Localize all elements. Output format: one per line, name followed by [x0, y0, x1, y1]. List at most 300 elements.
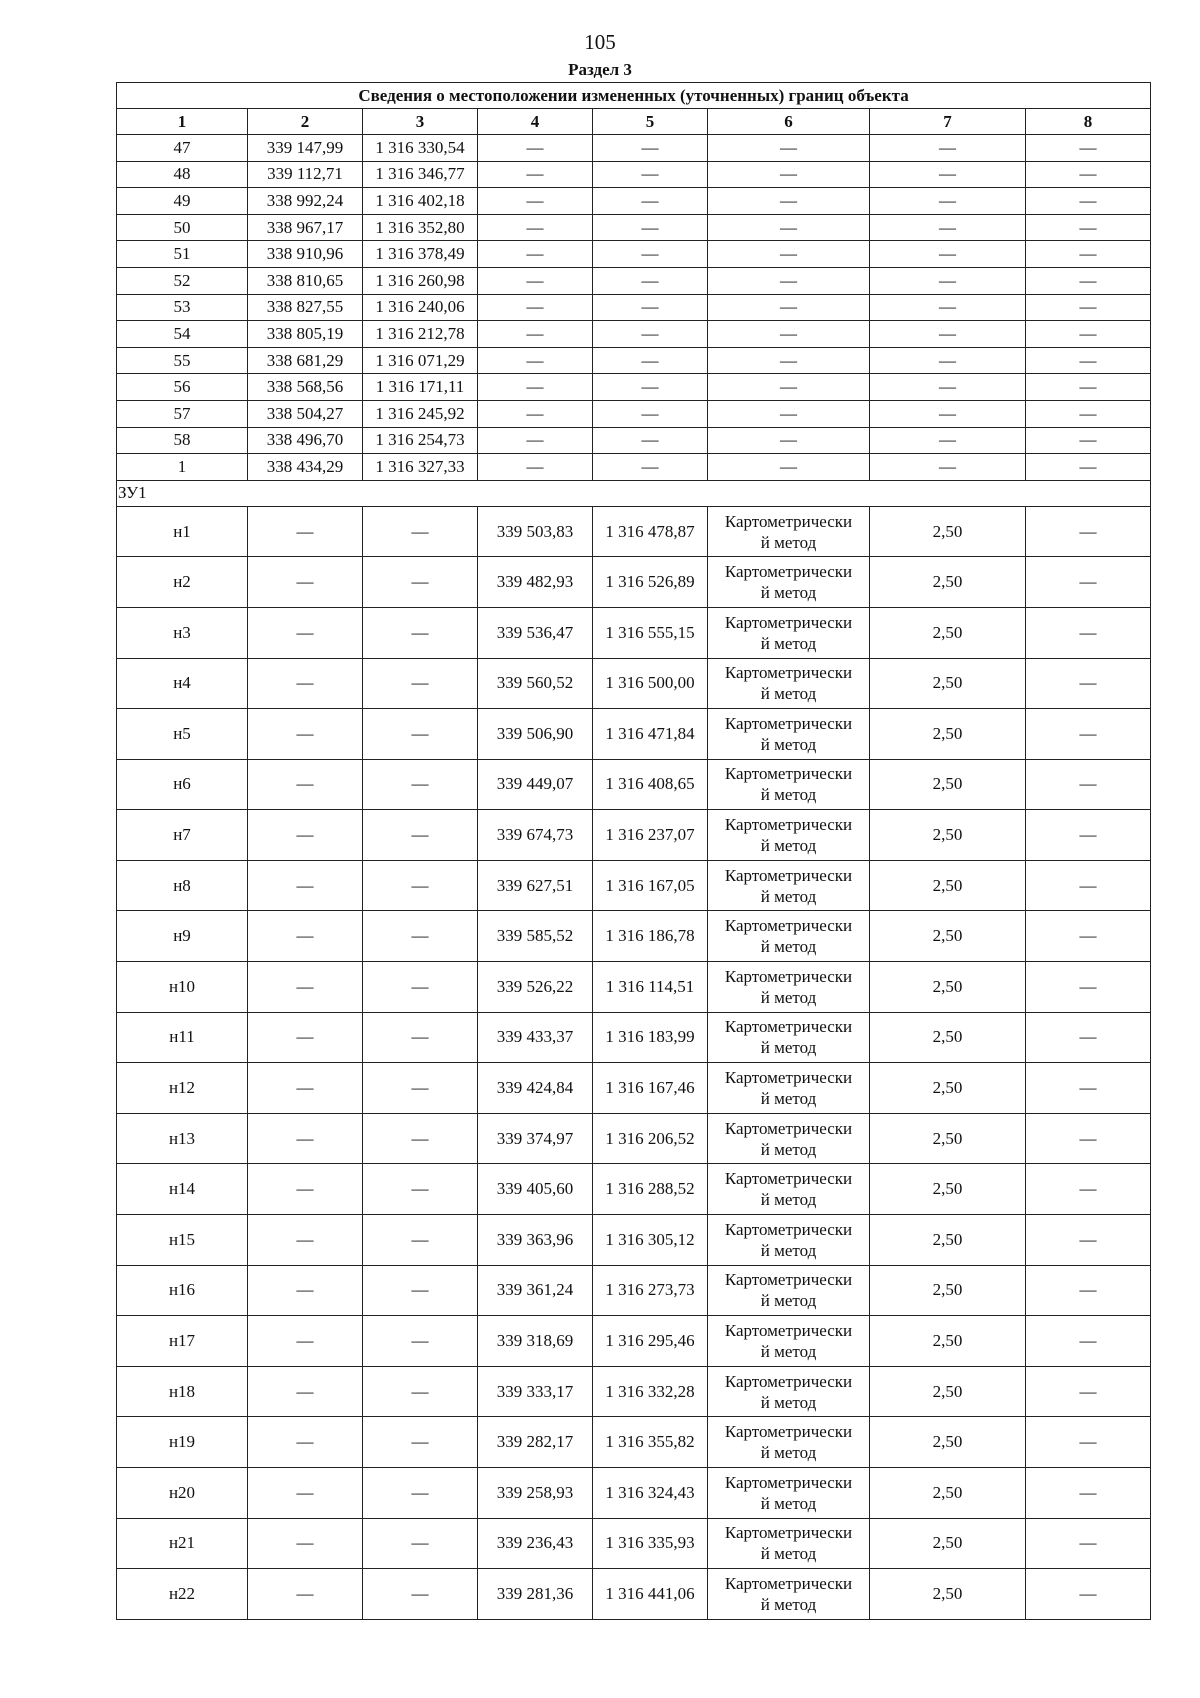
table-row	[117, 1468, 1151, 1519]
table-cell: 2,50	[870, 1417, 1026, 1468]
table-cell: —	[363, 1417, 478, 1468]
table-cell: —	[1026, 321, 1151, 348]
table-cell: 48	[117, 161, 248, 188]
table-row	[117, 1265, 1151, 1316]
table-cell: 1 316 332,28	[593, 1366, 708, 1417]
method-line: й метод	[760, 1443, 817, 1463]
method-line: Картометрически	[724, 764, 853, 784]
table-cell: —	[708, 214, 870, 241]
method-cell	[708, 607, 870, 658]
table-cell: н12	[117, 1063, 248, 1114]
table-cell: н2	[117, 557, 248, 608]
method-line: Картометрически	[724, 612, 853, 632]
table-cell: 2,50	[870, 557, 1026, 608]
method-cell	[708, 1518, 870, 1569]
method-cell	[708, 1215, 870, 1266]
table-cell: 2,50	[870, 1215, 1026, 1266]
method-cell	[708, 810, 870, 861]
method-cell	[708, 1366, 870, 1417]
method-cell	[708, 1164, 870, 1215]
table-cell: —	[248, 1164, 363, 1215]
table-cell: —	[1026, 1417, 1151, 1468]
method-cell	[708, 962, 870, 1013]
table-cell: —	[1026, 161, 1151, 188]
table-cell: 50	[117, 214, 248, 241]
table-cell: 49	[117, 188, 248, 215]
table-cell: —	[363, 709, 478, 760]
table-cell: —	[1026, 658, 1151, 709]
boundary-table	[116, 82, 1151, 1620]
table-cell: —	[708, 321, 870, 348]
table-row	[117, 1417, 1151, 1468]
table-cell: —	[363, 1366, 478, 1417]
method-line: й метод	[760, 633, 817, 653]
table-cell: н19	[117, 1417, 248, 1468]
method-line: Картометрически	[724, 815, 853, 835]
table-cell: 2,50	[870, 1063, 1026, 1114]
method-line: Картометрически	[724, 916, 853, 936]
table-cell: н1	[117, 506, 248, 557]
table-cell: 2,50	[870, 911, 1026, 962]
table-cell: —	[708, 161, 870, 188]
table-cell: —	[708, 135, 870, 162]
table-cell: —	[248, 506, 363, 557]
table-cell: —	[1026, 241, 1151, 268]
section-title: Раздел 3	[568, 60, 632, 79]
table-row	[117, 506, 1151, 557]
table-row	[117, 1569, 1151, 1620]
table-cell: 1 316 327,33	[363, 454, 478, 481]
table-cell: —	[478, 161, 593, 188]
table-cell: 1 316 471,84	[593, 709, 708, 760]
method-line: й метод	[760, 1392, 817, 1412]
table-cell: —	[363, 557, 478, 608]
table-cell: 339 112,71	[248, 161, 363, 188]
table-row	[117, 1366, 1151, 1417]
table-cell: 1 316 335,93	[593, 1518, 708, 1569]
method-cell	[708, 1113, 870, 1164]
table-cell: 1 316 212,78	[363, 321, 478, 348]
table-cell: 338 681,29	[248, 347, 363, 374]
table-cell: —	[870, 347, 1026, 374]
table-cell: —	[708, 347, 870, 374]
method-line: Картометрически	[724, 713, 853, 733]
table-cell: —	[1026, 1063, 1151, 1114]
table-row	[117, 188, 1151, 215]
table-row	[117, 1316, 1151, 1367]
table-cell: —	[708, 267, 870, 294]
table-cell: —	[1026, 214, 1151, 241]
column-number: 8	[1026, 109, 1151, 135]
table-cell: 1 316 324,43	[593, 1468, 708, 1519]
table-cell: 339 503,83	[478, 506, 593, 557]
column-number: 3	[363, 109, 478, 135]
table-row	[117, 241, 1151, 268]
table-cell: —	[1026, 135, 1151, 162]
table-cell: —	[363, 1063, 478, 1114]
method-line: й метод	[760, 734, 817, 754]
table-cell: 2,50	[870, 962, 1026, 1013]
table-cell: —	[1026, 962, 1151, 1013]
table-cell: —	[248, 1215, 363, 1266]
table-cell: —	[248, 1468, 363, 1519]
table-cell: —	[248, 1265, 363, 1316]
table-cell: —	[708, 294, 870, 321]
table-cell: н9	[117, 911, 248, 962]
method-cell	[708, 1012, 870, 1063]
table-cell: —	[593, 161, 708, 188]
table-cell: 1 316 186,78	[593, 911, 708, 962]
table-cell: 1 316 402,18	[363, 188, 478, 215]
table-cell: 1 316 378,49	[363, 241, 478, 268]
table-cell: —	[363, 962, 478, 1013]
method-line: й метод	[760, 532, 817, 552]
table-cell: н14	[117, 1164, 248, 1215]
table-cell: —	[478, 294, 593, 321]
table-cell: н16	[117, 1265, 248, 1316]
table-cell: 338 496,70	[248, 427, 363, 454]
table-cell: 1	[117, 454, 248, 481]
table-cell: 2,50	[870, 658, 1026, 709]
method-cell	[708, 759, 870, 810]
table-row	[117, 294, 1151, 321]
table-cell: н21	[117, 1518, 248, 1569]
table-cell: —	[363, 759, 478, 810]
table-cell: н20	[117, 1468, 248, 1519]
table-cell: 52	[117, 267, 248, 294]
table-cell: н5	[117, 709, 248, 760]
table-cell: 1 316 408,65	[593, 759, 708, 810]
table-cell: —	[248, 1366, 363, 1417]
table-cell: 2,50	[870, 506, 1026, 557]
table-cell: —	[593, 214, 708, 241]
table-cell: 1 316 330,54	[363, 135, 478, 162]
table-row	[117, 1215, 1151, 1266]
table-cell: —	[708, 454, 870, 481]
table-cell: 339 363,96	[478, 1215, 593, 1266]
table-cell: —	[248, 1063, 363, 1114]
table-cell: —	[363, 1164, 478, 1215]
table-cell: 339 536,47	[478, 607, 593, 658]
table-row	[117, 810, 1151, 861]
table-row	[117, 321, 1151, 348]
column-number: 1	[117, 109, 248, 135]
table-cell: —	[1026, 188, 1151, 215]
table-caption: Сведения о местоположении измененных (уточненных) границ объекта	[117, 83, 1151, 109]
table-cell: —	[870, 400, 1026, 427]
column-numbers-row	[117, 109, 1151, 135]
method-line: й метод	[760, 1291, 817, 1311]
table-cell: —	[593, 188, 708, 215]
table-cell: —	[708, 400, 870, 427]
method-line: й метод	[760, 987, 817, 1007]
table-cell: —	[478, 241, 593, 268]
table-cell: —	[1026, 1265, 1151, 1316]
table-cell: —	[870, 161, 1026, 188]
column-number: 7	[870, 109, 1026, 135]
table-cell: 53	[117, 294, 248, 321]
table-cell: 339 560,52	[478, 658, 593, 709]
method-cell	[708, 1063, 870, 1114]
table-cell: —	[870, 427, 1026, 454]
table-cell: 1 316 305,12	[593, 1215, 708, 1266]
table-cell: —	[870, 294, 1026, 321]
table-cell: 2,50	[870, 1316, 1026, 1367]
table-cell: 339 281,36	[478, 1569, 593, 1620]
method-cell	[708, 1265, 870, 1316]
method-line: й метод	[760, 1139, 817, 1159]
method-line: Картометрически	[724, 562, 853, 582]
table-cell: —	[248, 709, 363, 760]
table-cell: 2,50	[870, 1518, 1026, 1569]
table-cell: —	[363, 1113, 478, 1164]
table-cell: н22	[117, 1569, 248, 1620]
column-number: 5	[593, 109, 708, 135]
table-cell: 1 316 245,92	[363, 400, 478, 427]
table-cell: —	[1026, 1569, 1151, 1620]
table-cell: —	[593, 347, 708, 374]
table-cell: 339 433,37	[478, 1012, 593, 1063]
method-line: Картометрически	[724, 1573, 853, 1593]
table-cell: 2,50	[870, 1569, 1026, 1620]
table-caption-row	[117, 83, 1151, 109]
table-cell: —	[363, 1518, 478, 1569]
method-cell	[708, 911, 870, 962]
table-cell: —	[478, 188, 593, 215]
table-cell: —	[478, 347, 593, 374]
table-cell: 339 333,17	[478, 1366, 593, 1417]
table-row	[117, 709, 1151, 760]
table-cell: —	[363, 658, 478, 709]
table-cell: 339 236,43	[478, 1518, 593, 1569]
method-line: й метод	[760, 684, 817, 704]
table-cell: —	[1026, 1012, 1151, 1063]
table-cell: —	[1026, 1468, 1151, 1519]
table-cell: —	[363, 1569, 478, 1620]
table-cell: 339 424,84	[478, 1063, 593, 1114]
method-cell	[708, 506, 870, 557]
table-cell: 338 568,56	[248, 374, 363, 401]
table-cell: 1 316 114,51	[593, 962, 708, 1013]
method-line: й метод	[760, 836, 817, 856]
table-cell: —	[248, 1518, 363, 1569]
method-line: Картометрически	[724, 966, 853, 986]
method-line: й метод	[760, 1342, 817, 1362]
table-cell: —	[248, 1316, 363, 1367]
method-line: й метод	[760, 1089, 817, 1109]
table-cell: 339 449,07	[478, 759, 593, 810]
method-cell	[708, 658, 870, 709]
table-cell: —	[363, 1468, 478, 1519]
table-cell: —	[870, 454, 1026, 481]
table-row	[117, 161, 1151, 188]
table-cell: —	[1026, 1164, 1151, 1215]
table-cell: 1 316 183,99	[593, 1012, 708, 1063]
table-cell: 1 316 206,52	[593, 1113, 708, 1164]
method-line: Картометрически	[724, 1169, 853, 1189]
table-cell: —	[478, 454, 593, 481]
table-cell: 339 361,24	[478, 1265, 593, 1316]
table-cell: —	[870, 241, 1026, 268]
table-cell: —	[1026, 607, 1151, 658]
table-cell: 58	[117, 427, 248, 454]
table-cell: 339 482,93	[478, 557, 593, 608]
table-cell: —	[478, 135, 593, 162]
table-cell: —	[1026, 759, 1151, 810]
table-cell: 338 967,17	[248, 214, 363, 241]
table-cell: н10	[117, 962, 248, 1013]
table-cell: —	[1026, 1518, 1151, 1569]
table-cell: 339 147,99	[248, 135, 363, 162]
method-line: Картометрически	[724, 1219, 853, 1239]
column-number: 6	[708, 109, 870, 135]
table-cell: 2,50	[870, 1113, 1026, 1164]
table-cell: —	[363, 1215, 478, 1266]
table-cell: —	[478, 400, 593, 427]
table-cell: 2,50	[870, 1366, 1026, 1417]
table-cell: 54	[117, 321, 248, 348]
table-row	[117, 911, 1151, 962]
table-cell: —	[1026, 506, 1151, 557]
table-cell: н3	[117, 607, 248, 658]
table-cell: —	[593, 241, 708, 268]
table-row	[117, 454, 1151, 481]
table-cell: —	[708, 374, 870, 401]
table-cell: —	[363, 1012, 478, 1063]
table-cell: 1 316 295,46	[593, 1316, 708, 1367]
table-cell: —	[363, 506, 478, 557]
table-cell: —	[593, 321, 708, 348]
table-row	[117, 962, 1151, 1013]
table-cell: 338 810,65	[248, 267, 363, 294]
table-cell: 1 316 071,29	[363, 347, 478, 374]
table-cell: —	[248, 1012, 363, 1063]
table-cell: —	[1026, 709, 1151, 760]
method-line: Картометрически	[724, 1068, 853, 1088]
method-cell	[708, 1316, 870, 1367]
table-cell: —	[1026, 294, 1151, 321]
table-row	[117, 135, 1151, 162]
table-cell: —	[248, 1417, 363, 1468]
table-cell: —	[1026, 860, 1151, 911]
method-line: Картометрически	[724, 1523, 853, 1543]
table-row	[117, 400, 1151, 427]
method-line: й метод	[760, 1594, 817, 1614]
table-row	[117, 214, 1151, 241]
table-cell: —	[1026, 557, 1151, 608]
table-cell: 55	[117, 347, 248, 374]
table-cell: —	[478, 374, 593, 401]
table-cell: —	[593, 400, 708, 427]
table-cell: 338 805,19	[248, 321, 363, 348]
table-cell: 338 434,29	[248, 454, 363, 481]
method-cell	[708, 1417, 870, 1468]
table-cell: 1 316 240,06	[363, 294, 478, 321]
table-cell: 339 405,60	[478, 1164, 593, 1215]
table-cell: 1 316 167,46	[593, 1063, 708, 1114]
table-cell: —	[870, 321, 1026, 348]
table-cell: 1 316 237,07	[593, 810, 708, 861]
table-cell: —	[248, 759, 363, 810]
table-cell: 338 992,24	[248, 188, 363, 215]
method-line: Картометрически	[724, 1422, 853, 1442]
table-cell: 2,50	[870, 709, 1026, 760]
table-cell: —	[248, 607, 363, 658]
table-cell: —	[248, 962, 363, 1013]
table-cell: —	[593, 374, 708, 401]
table-cell: 339 318,69	[478, 1316, 593, 1367]
table-row	[117, 1063, 1151, 1114]
table-cell: 1 316 355,82	[593, 1417, 708, 1468]
table-row	[117, 347, 1151, 374]
method-line: Картометрически	[724, 1321, 853, 1341]
table-cell: 57	[117, 400, 248, 427]
table-cell: н15	[117, 1215, 248, 1266]
table-cell: —	[363, 1316, 478, 1367]
table-cell: —	[870, 374, 1026, 401]
method-cell	[708, 1569, 870, 1620]
method-line: й метод	[760, 886, 817, 906]
table-cell: 1 316 171,11	[363, 374, 478, 401]
table-cell: —	[708, 241, 870, 268]
table-cell: 2,50	[870, 860, 1026, 911]
table-cell: —	[1026, 1316, 1151, 1367]
table-cell: —	[248, 1113, 363, 1164]
method-line: й метод	[760, 1493, 817, 1513]
table-cell: 1 316 260,98	[363, 267, 478, 294]
method-cell	[708, 709, 870, 760]
table-cell: —	[248, 658, 363, 709]
table-row	[117, 427, 1151, 454]
table-cell: 1 316 273,73	[593, 1265, 708, 1316]
table-cell: н8	[117, 860, 248, 911]
table-cell: —	[363, 911, 478, 962]
column-number: 2	[248, 109, 363, 135]
method-line: й метод	[760, 583, 817, 603]
table-cell: 2,50	[870, 810, 1026, 861]
table-cell: 1 316 288,52	[593, 1164, 708, 1215]
table-cell: 2,50	[870, 1164, 1026, 1215]
method-line: й метод	[760, 785, 817, 805]
table-row	[117, 1518, 1151, 1569]
table-row	[117, 374, 1151, 401]
table-cell: —	[708, 188, 870, 215]
table-cell: 1 316 346,77	[363, 161, 478, 188]
method-cell	[708, 860, 870, 911]
table-row	[117, 1012, 1151, 1063]
table-cell: —	[593, 427, 708, 454]
method-line: Картометрически	[724, 663, 853, 683]
table-cell: н17	[117, 1316, 248, 1367]
table-cell: —	[1026, 267, 1151, 294]
method-line: Картометрически	[724, 1017, 853, 1037]
table-cell: 2,50	[870, 1468, 1026, 1519]
table-cell: —	[1026, 1366, 1151, 1417]
table-cell: 1 316 167,05	[593, 860, 708, 911]
method-line: Картометрически	[724, 1270, 853, 1290]
table-cell: 1 316 478,87	[593, 506, 708, 557]
table-cell: —	[593, 135, 708, 162]
table-cell: —	[363, 1265, 478, 1316]
table-cell: 338 910,96	[248, 241, 363, 268]
table-cell: —	[870, 267, 1026, 294]
table-cell: —	[870, 188, 1026, 215]
table-cell: 2,50	[870, 607, 1026, 658]
table-cell: 1 316 352,80	[363, 214, 478, 241]
table-cell: —	[248, 1569, 363, 1620]
table-cell: 339 585,52	[478, 911, 593, 962]
table-cell: —	[1026, 347, 1151, 374]
